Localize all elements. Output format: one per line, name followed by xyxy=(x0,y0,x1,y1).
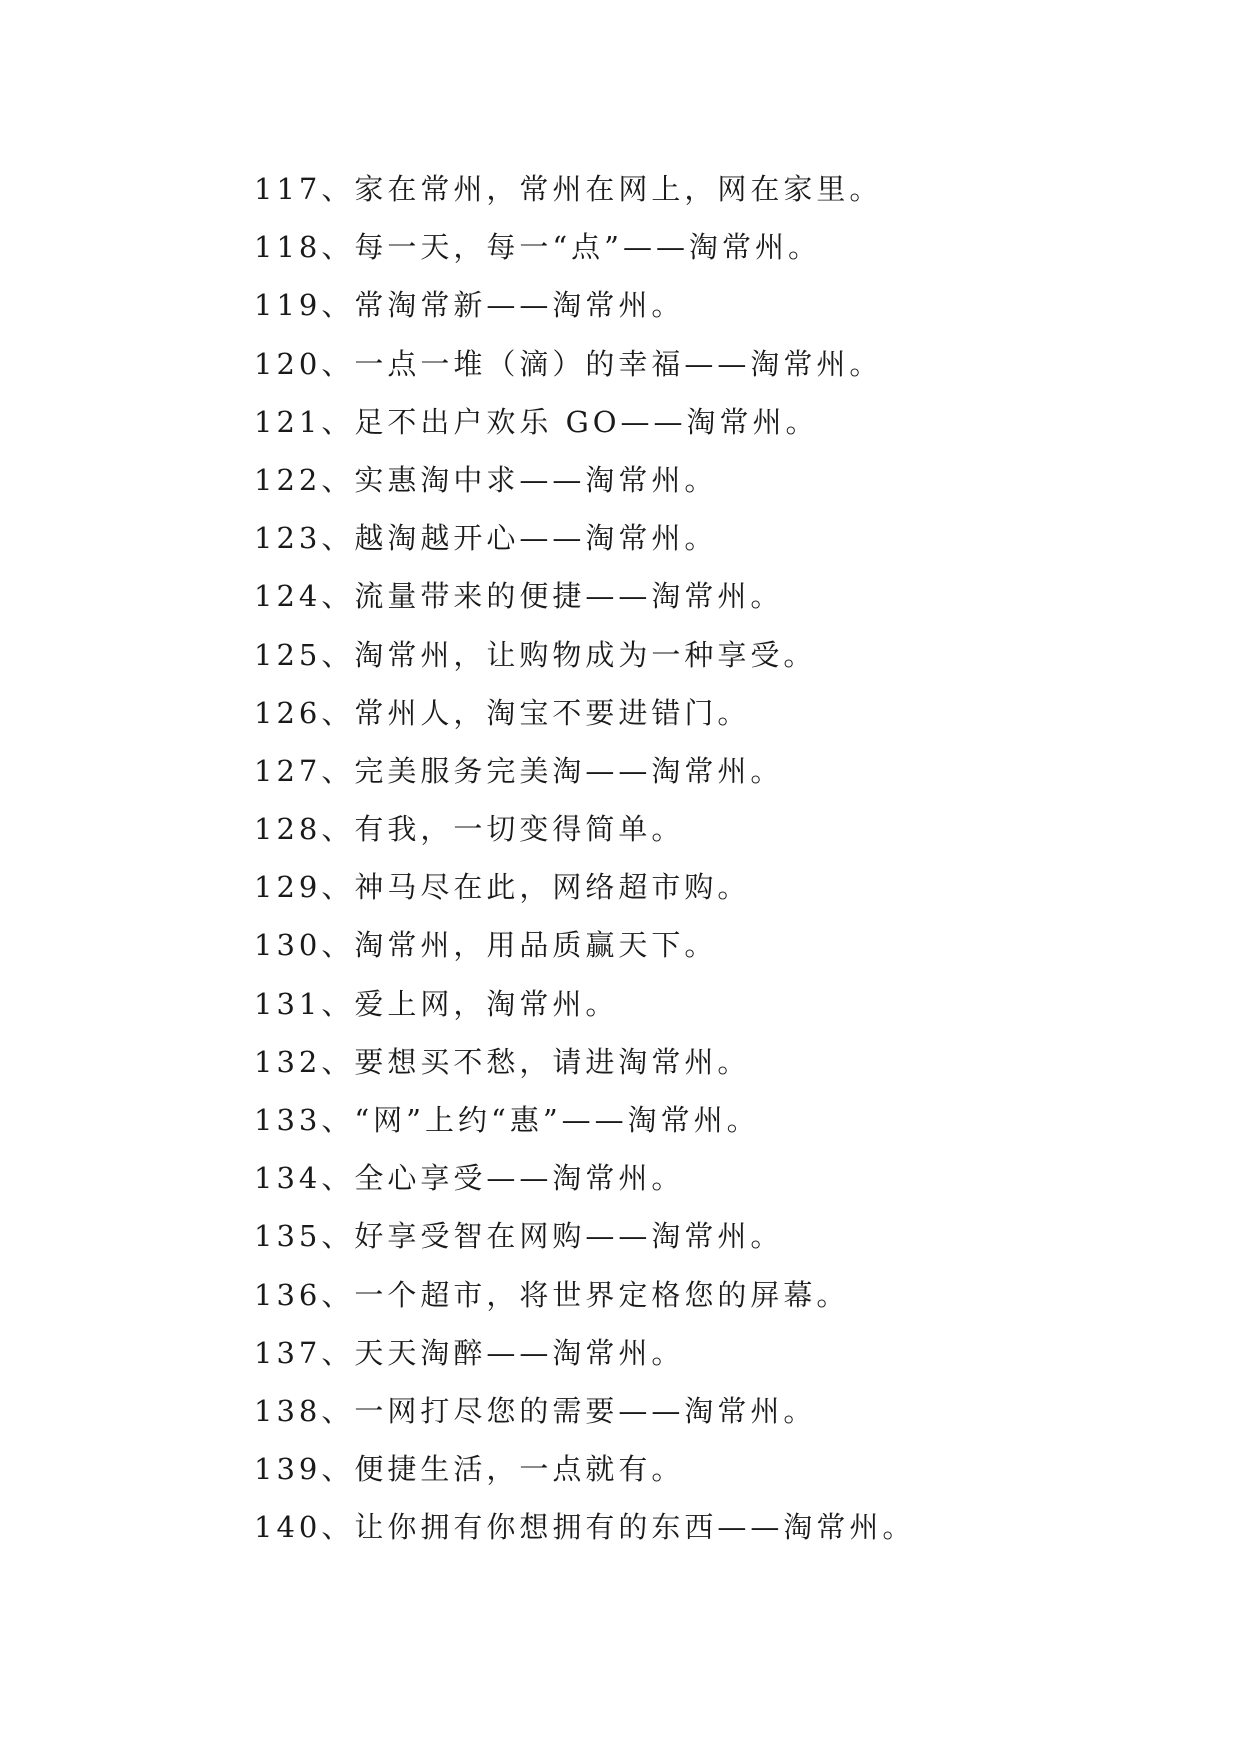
slogan-line: 140、让你拥有你想拥有的东西——淘常州。 xyxy=(254,1510,916,1545)
slogan-line: 129、神马尽在此，网络超市购。 xyxy=(254,870,751,905)
slogan-line: 132、要想买不愁，请进淘常州。 xyxy=(254,1044,751,1079)
slogan-line: 131、爱上网，淘常州。 xyxy=(254,986,619,1021)
slogan-line: 134、全心享受——淘常州。 xyxy=(254,1161,685,1196)
slogan-line: 124、流量带来的便捷——淘常州。 xyxy=(254,579,784,614)
slogan-line: 119、常淘常新——淘常州。 xyxy=(254,288,685,323)
slogan-line: 118、每一天，每一“点”——淘常州。 xyxy=(254,230,822,265)
slogan-line: 130、淘常州，用品质赢天下。 xyxy=(254,928,718,963)
slogan-line: 127、完美服务完美淘——淘常州。 xyxy=(254,753,784,788)
slogan-line: 136、一个超市，将世界定格您的屏幕。 xyxy=(254,1277,850,1312)
slogan-line: 121、足不出户欢乐 GO——淘常州。 xyxy=(254,404,819,439)
slogan-line: 126、常州人，淘宝不要进错门。 xyxy=(254,695,751,730)
slogan-line: 128、有我，一切变得简单。 xyxy=(254,812,685,847)
slogan-line: 122、实惠淘中求——淘常州。 xyxy=(254,462,718,497)
slogan-line: 125、淘常州，让购物成为一种享受。 xyxy=(254,637,817,672)
slogan-line: 139、便捷生活，一点就有。 xyxy=(254,1452,685,1487)
slogan-line: 135、好享受智在网购——淘常州。 xyxy=(254,1219,784,1254)
slogan-line: 117、家在常州，常州在网上，网在家里。 xyxy=(254,172,883,206)
slogan-line: 137、天天淘醉——淘常州。 xyxy=(254,1335,685,1370)
slogan-line: 120、一点一堆（滴）的幸福——淘常州。 xyxy=(254,346,883,381)
slogan-line: 123、越淘越开心——淘常州。 xyxy=(254,521,718,556)
slogan-line: 133、“网”上约“惠”——淘常州。 xyxy=(254,1103,760,1137)
slogan-line: 138、一网打尽您的需要——淘常州。 xyxy=(254,1393,817,1428)
slogan-list xyxy=(254,160,915,1557)
